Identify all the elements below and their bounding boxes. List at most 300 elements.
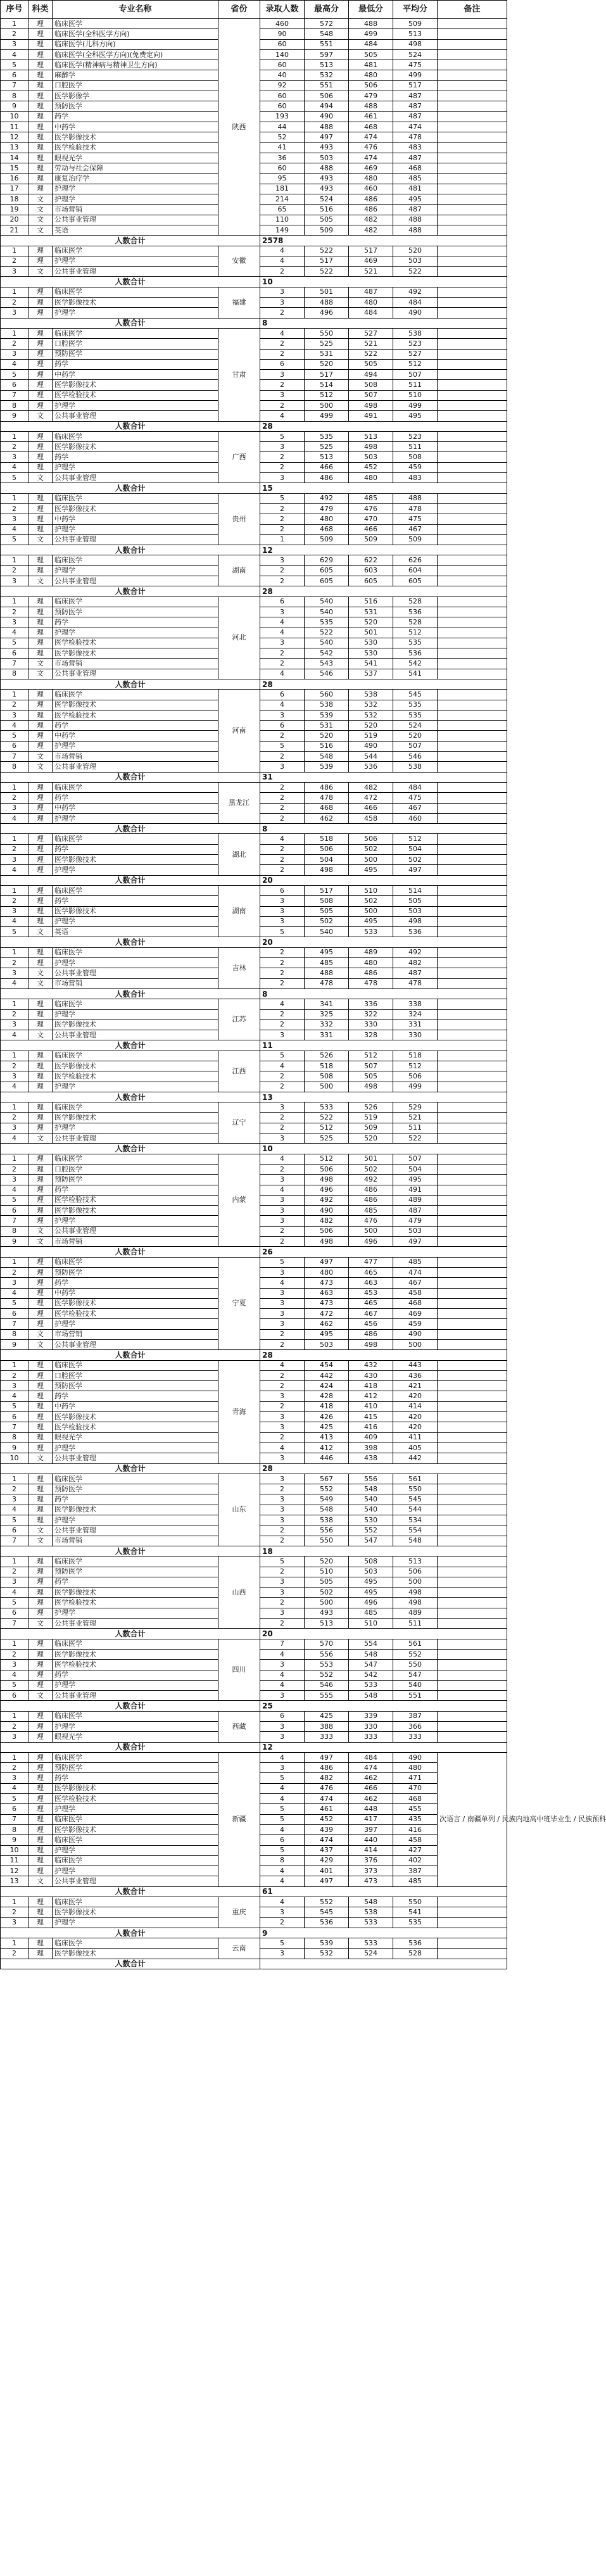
row-avg: 507 xyxy=(393,741,438,751)
row-category: 理 xyxy=(28,174,53,184)
row-max: 425 xyxy=(305,1422,349,1432)
row-avg: 488 xyxy=(393,215,438,225)
row-category: 理 xyxy=(28,1897,53,1907)
row-max: 531 xyxy=(305,721,349,731)
row-category: 理 xyxy=(28,1649,53,1659)
row-seq: 1 xyxy=(1,1897,28,1907)
row-major: 眼视光学 xyxy=(53,1732,218,1742)
row-category: 理 xyxy=(28,999,53,1009)
row-major: 临床医学 xyxy=(53,246,218,256)
row-max: 545 xyxy=(305,1907,349,1917)
row-major: 护理学 xyxy=(53,865,218,875)
row-seq: 1 xyxy=(1,947,28,957)
row-max: 482 xyxy=(305,1773,349,1783)
row-major: 医学检验技术 xyxy=(53,1794,218,1804)
row-major: 药学 xyxy=(53,793,218,803)
row-count: 7 xyxy=(260,1639,305,1649)
row-min: 336 xyxy=(349,999,393,1009)
row-note xyxy=(438,1917,507,1928)
row-min: 486 xyxy=(349,1185,393,1195)
row-avg: 504 xyxy=(393,1164,438,1174)
row-major: 预防医学 xyxy=(53,1175,218,1185)
row-count: 6 xyxy=(260,690,305,700)
row-avg: 524 xyxy=(393,49,438,60)
row-major: 药学 xyxy=(53,1278,218,1288)
row-major: 公共事业管理 xyxy=(53,1133,218,1144)
row-min: 476 xyxy=(349,1216,393,1226)
row-category: 理 xyxy=(28,1216,53,1226)
row-category: 理 xyxy=(28,514,53,524)
row-category: 理 xyxy=(28,1938,53,1948)
row-max: 502 xyxy=(305,1588,349,1598)
row-major: 药学 xyxy=(53,844,218,854)
total-label: 人数合计 xyxy=(1,236,260,246)
row-avg: 520 xyxy=(393,731,438,741)
row-max: 517 xyxy=(305,885,349,895)
header-count: 录取人数 xyxy=(260,1,305,19)
row-min: 530 xyxy=(349,1515,393,1525)
row-major: 公共事业管理 xyxy=(53,1226,218,1236)
row-count: 2 xyxy=(260,947,305,957)
row-min: 416 xyxy=(349,1422,393,1432)
row-major: 药学 xyxy=(53,721,218,731)
row-category: 理 xyxy=(28,431,53,441)
row-avg: 511 xyxy=(393,1123,438,1133)
row-category: 文 xyxy=(28,669,53,679)
row-min: 480 xyxy=(349,70,393,80)
row-note xyxy=(438,1133,507,1144)
row-major: 预防医学 xyxy=(53,1763,218,1773)
row-min: 470 xyxy=(349,514,393,524)
row-max: 479 xyxy=(305,503,349,514)
row-note xyxy=(438,1515,507,1525)
table-row xyxy=(1,1102,507,1113)
row-max: 520 xyxy=(305,359,349,369)
row-count: 3 xyxy=(260,762,305,772)
row-avg: 538 xyxy=(393,328,438,338)
row-min: 448 xyxy=(349,1804,393,1814)
row-min: 465 xyxy=(349,1267,393,1277)
row-avg: 497 xyxy=(393,865,438,875)
row-category: 理 xyxy=(28,741,53,751)
row-max: 535 xyxy=(305,431,349,441)
row-min: 521 xyxy=(349,339,393,349)
province-cell: 黑龙江 xyxy=(218,782,260,823)
row-category: 理 xyxy=(28,1835,53,1845)
province-cell: 四川 xyxy=(218,1639,260,1701)
note-cell: 次语言 / 南疆单列 / 民族内地高中班毕业生 / 民族预科 xyxy=(438,1752,507,1886)
row-category: 理 xyxy=(28,916,53,926)
row-note xyxy=(438,1948,507,1959)
table-row xyxy=(1,1556,507,1567)
row-count: 3 xyxy=(260,1763,305,1773)
table-row xyxy=(1,287,507,297)
row-count: 90 xyxy=(260,29,305,39)
row-avg: 467 xyxy=(393,524,438,534)
row-max: 522 xyxy=(305,628,349,638)
row-seq: 2 xyxy=(1,1948,28,1959)
row-category: 文 xyxy=(28,1619,53,1629)
row-max: 513 xyxy=(305,452,349,462)
row-note xyxy=(438,19,507,29)
row-max: 517 xyxy=(305,256,349,266)
row-count: 3 xyxy=(260,1298,305,1308)
row-category: 理 xyxy=(28,19,53,29)
row-note xyxy=(438,1309,507,1319)
province-cell: 山东 xyxy=(218,1474,260,1546)
row-count: 6 xyxy=(260,1835,305,1845)
row-category: 文 xyxy=(28,1536,53,1546)
row-major: 护理学 xyxy=(53,462,218,472)
row-major: 护理学 xyxy=(53,400,218,410)
row-avg: 544 xyxy=(393,1505,438,1515)
row-count: 3 xyxy=(260,1309,305,1319)
row-avg: 492 xyxy=(393,947,438,957)
row-major: 医学检验技术 xyxy=(53,1660,218,1670)
row-avg: 503 xyxy=(393,256,438,266)
row-major: 护理学 xyxy=(53,1721,218,1731)
total-value: 28 xyxy=(260,1463,507,1474)
row-avg: 487 xyxy=(393,91,438,101)
row-note xyxy=(438,400,507,410)
row-category: 理 xyxy=(28,1257,53,1267)
total-label: 人数合计 xyxy=(1,421,260,431)
row-seq: 11 xyxy=(1,122,28,132)
row-category: 理 xyxy=(28,1422,53,1432)
row-category: 文 xyxy=(28,194,53,205)
row-note xyxy=(438,452,507,462)
row-max: 424 xyxy=(305,1381,349,1391)
row-min: 508 xyxy=(349,1556,393,1567)
row-category: 理 xyxy=(28,359,53,369)
row-min: 548 xyxy=(349,1649,393,1659)
row-category: 文 xyxy=(28,225,53,235)
table-row xyxy=(1,246,507,256)
row-note xyxy=(438,153,507,163)
row-seq: 3 xyxy=(1,1123,28,1133)
row-category: 理 xyxy=(28,80,53,91)
row-avg: 482 xyxy=(393,958,438,968)
row-seq: 3 xyxy=(1,1381,28,1391)
row-seq: 4 xyxy=(1,1505,28,1515)
row-count: 2 xyxy=(260,958,305,968)
row-min: 460 xyxy=(349,184,393,194)
row-category: 理 xyxy=(28,1381,53,1391)
row-min: 480 xyxy=(349,473,393,483)
row-note xyxy=(438,111,507,122)
row-major: 医学影像技术 xyxy=(53,855,218,865)
row-count: 3 xyxy=(260,1577,305,1587)
row-category: 文 xyxy=(28,1329,53,1339)
row-category: 理 xyxy=(28,958,53,968)
row-seq: 1 xyxy=(1,597,28,607)
row-count: 2 xyxy=(260,1113,305,1123)
row-category: 理 xyxy=(28,122,53,132)
row-major: 临床医学 xyxy=(53,782,218,792)
row-seq: 5 xyxy=(1,1195,28,1205)
table-row xyxy=(1,690,507,700)
total-row xyxy=(1,1350,507,1360)
row-note xyxy=(438,205,507,215)
row-count: 3 xyxy=(260,1691,305,1701)
row-seq: 1 xyxy=(1,1154,28,1164)
row-count: 52 xyxy=(260,132,305,142)
province-cell: 新疆 xyxy=(218,1752,260,1886)
row-min: 458 xyxy=(349,813,393,823)
row-min: 489 xyxy=(349,947,393,957)
row-major: 护理学 xyxy=(53,1608,218,1618)
row-avg: 468 xyxy=(393,1794,438,1804)
row-seq: 11 xyxy=(1,1855,28,1866)
row-note xyxy=(438,308,507,318)
row-major: 临床医学 xyxy=(53,597,218,607)
table-row xyxy=(1,555,507,565)
row-min: 548 xyxy=(349,1484,393,1494)
row-max: 549 xyxy=(305,1494,349,1505)
row-seq: 4 xyxy=(1,1670,28,1680)
row-min: 330 xyxy=(349,1721,393,1731)
total-row xyxy=(1,937,507,947)
row-count: 5 xyxy=(260,431,305,441)
row-count: 3 xyxy=(260,607,305,617)
row-max: 546 xyxy=(305,669,349,679)
row-min: 333 xyxy=(349,1732,393,1742)
row-category: 文 xyxy=(28,762,53,772)
total-row xyxy=(1,1742,507,1752)
row-avg: 550 xyxy=(393,1897,438,1907)
row-count: 4 xyxy=(260,411,305,421)
row-category: 理 xyxy=(28,1401,53,1411)
row-category: 文 xyxy=(28,978,53,988)
row-avg: 487 xyxy=(393,153,438,163)
row-avg: 411 xyxy=(393,1432,438,1443)
total-value: 28 xyxy=(260,679,507,690)
row-max: 506 xyxy=(305,1226,349,1236)
row-major: 医学检验技术 xyxy=(53,638,218,648)
row-seq: 2 xyxy=(1,29,28,39)
row-category: 理 xyxy=(28,1598,53,1608)
row-major: 护理学 xyxy=(53,1082,218,1092)
row-min: 540 xyxy=(349,1505,393,1515)
row-avg: 405 xyxy=(393,1443,438,1453)
row-seq: 7 xyxy=(1,1422,28,1432)
row-count: 3 xyxy=(260,1907,305,1917)
row-category: 理 xyxy=(28,1814,53,1824)
row-avg: 500 xyxy=(393,1340,438,1350)
row-note xyxy=(438,1329,507,1339)
row-major: 医学影像技术 xyxy=(53,503,218,514)
row-category: 理 xyxy=(28,1113,53,1123)
total-row xyxy=(1,1959,507,1969)
row-count: 2 xyxy=(260,1484,305,1494)
row-note xyxy=(438,782,507,792)
row-major: 临床医学 xyxy=(53,1711,218,1721)
row-major: 劳动与社会保障 xyxy=(53,163,218,174)
row-note xyxy=(438,1453,507,1463)
row-note xyxy=(438,1474,507,1484)
row-min: 480 xyxy=(349,298,393,308)
row-max: 560 xyxy=(305,690,349,700)
total-row xyxy=(1,1247,507,1257)
row-category: 理 xyxy=(28,390,53,400)
row-min: 467 xyxy=(349,1309,393,1319)
row-category: 理 xyxy=(28,565,53,576)
row-max: 509 xyxy=(305,534,349,545)
row-avg: 487 xyxy=(393,968,438,978)
row-count: 2 xyxy=(260,1071,305,1082)
row-avg: 509 xyxy=(393,534,438,545)
row-seq: 1 xyxy=(1,246,28,256)
row-seq: 9 xyxy=(1,411,28,421)
row-major: 药学 xyxy=(53,1577,218,1587)
row-major: 市场营销 xyxy=(53,752,218,762)
row-major: 医学影像技术 xyxy=(53,1588,218,1598)
row-avg: 481 xyxy=(393,184,438,194)
row-note xyxy=(438,1608,507,1618)
row-seq: 7 xyxy=(1,1319,28,1329)
row-note xyxy=(438,669,507,679)
row-major: 预防医学 xyxy=(53,1484,218,1494)
row-category: 文 xyxy=(28,534,53,545)
row-category: 理 xyxy=(28,1711,53,1721)
row-avg: 502 xyxy=(393,855,438,865)
row-seq: 3 xyxy=(1,617,28,628)
row-category: 理 xyxy=(28,1298,53,1308)
total-label: 人数合计 xyxy=(1,875,260,885)
row-max: 452 xyxy=(305,1814,349,1824)
row-seq: 14 xyxy=(1,153,28,163)
row-count: 149 xyxy=(260,225,305,235)
row-avg: 536 xyxy=(393,1938,438,1948)
row-max: 480 xyxy=(305,514,349,524)
row-major: 药学 xyxy=(53,1494,218,1505)
row-category: 理 xyxy=(28,896,53,906)
row-category: 理 xyxy=(28,308,53,318)
row-major: 药学 xyxy=(53,1670,218,1680)
row-max: 498 xyxy=(305,865,349,875)
row-note xyxy=(438,958,507,968)
row-avg: 470 xyxy=(393,1783,438,1793)
row-seq: 3 xyxy=(1,1577,28,1587)
row-note xyxy=(438,762,507,772)
row-avg: 489 xyxy=(393,1608,438,1618)
row-category: 理 xyxy=(28,607,53,617)
row-min: 484 xyxy=(349,1752,393,1762)
row-category: 理 xyxy=(28,370,53,380)
total-value: 12 xyxy=(260,1742,507,1752)
row-note xyxy=(438,132,507,142)
row-avg: 483 xyxy=(393,142,438,153)
row-max: 495 xyxy=(305,947,349,957)
row-avg: 495 xyxy=(393,411,438,421)
row-category: 理 xyxy=(28,1432,53,1443)
row-major: 中药学 xyxy=(53,370,218,380)
row-max: 531 xyxy=(305,349,349,359)
row-avg: 420 xyxy=(393,1422,438,1432)
row-major: 护理学 xyxy=(53,1009,218,1020)
total-value: 9 xyxy=(260,1928,507,1938)
row-major: 麻醉学 xyxy=(53,70,218,80)
row-category: 理 xyxy=(28,1855,53,1866)
row-category: 理 xyxy=(28,1020,53,1030)
row-avg: 524 xyxy=(393,721,438,731)
row-avg: 458 xyxy=(393,1835,438,1845)
row-avg: 459 xyxy=(393,1319,438,1329)
row-max: 570 xyxy=(305,1639,349,1649)
row-count: 6 xyxy=(260,885,305,895)
row-seq: 8 xyxy=(1,1432,28,1443)
row-min: 440 xyxy=(349,1835,393,1845)
row-count: 2 xyxy=(260,1619,305,1629)
total-label: 人数合计 xyxy=(1,679,260,690)
row-major: 眼视光学 xyxy=(53,1432,218,1443)
row-max: 552 xyxy=(305,1670,349,1680)
table-row xyxy=(1,1051,507,1061)
row-seq: 3 xyxy=(1,1773,28,1783)
row-max: 500 xyxy=(305,400,349,410)
total-row xyxy=(1,1886,507,1897)
row-count: 3 xyxy=(260,1288,305,1298)
row-count: 2 xyxy=(260,648,305,659)
row-note xyxy=(438,1711,507,1721)
row-avg: 509 xyxy=(393,19,438,29)
row-min: 481 xyxy=(349,60,393,70)
row-note xyxy=(438,462,507,472)
row-min: 520 xyxy=(349,617,393,628)
row-seq: 4 xyxy=(1,865,28,875)
row-major: 临床医学 xyxy=(53,1474,218,1484)
row-avg: 460 xyxy=(393,813,438,823)
row-avg: 504 xyxy=(393,844,438,854)
row-major: 护理学 xyxy=(53,256,218,266)
row-min: 500 xyxy=(349,855,393,865)
row-avg: 523 xyxy=(393,339,438,349)
row-max: 513 xyxy=(305,1619,349,1629)
row-max: 540 xyxy=(305,927,349,937)
province-cell: 湖南 xyxy=(218,885,260,937)
row-count: 3 xyxy=(260,1102,305,1113)
total-row xyxy=(1,1463,507,1474)
row-seq: 7 xyxy=(1,1536,28,1546)
row-seq: 3 xyxy=(1,349,28,359)
row-count: 3 xyxy=(260,1494,305,1505)
row-major: 护理学 xyxy=(53,1866,218,1876)
row-count: 4 xyxy=(260,669,305,679)
row-avg: 546 xyxy=(393,752,438,762)
row-max: 510 xyxy=(305,1567,349,1577)
row-note xyxy=(438,390,507,400)
province-cell: 宁夏 xyxy=(218,1257,260,1350)
row-seq: 9 xyxy=(1,101,28,111)
row-note xyxy=(438,1102,507,1113)
row-min: 486 xyxy=(349,968,393,978)
row-major: 医学检验技术 xyxy=(53,1071,218,1082)
row-max: 474 xyxy=(305,1794,349,1804)
total-row xyxy=(1,772,507,782)
row-avg: 497 xyxy=(393,1237,438,1247)
row-seq: 6 xyxy=(1,741,28,751)
row-major: 中药学 xyxy=(53,1401,218,1411)
row-count: 2 xyxy=(260,782,305,792)
row-category: 理 xyxy=(28,1071,53,1082)
row-seq: 3 xyxy=(1,1660,28,1670)
row-avg: 554 xyxy=(393,1525,438,1536)
table-row xyxy=(1,1752,507,1762)
row-major: 护理学 xyxy=(53,741,218,751)
row-category: 理 xyxy=(28,1391,53,1401)
row-count: 3 xyxy=(260,442,305,452)
row-major: 临床医学(全科医学方向) xyxy=(53,29,218,39)
